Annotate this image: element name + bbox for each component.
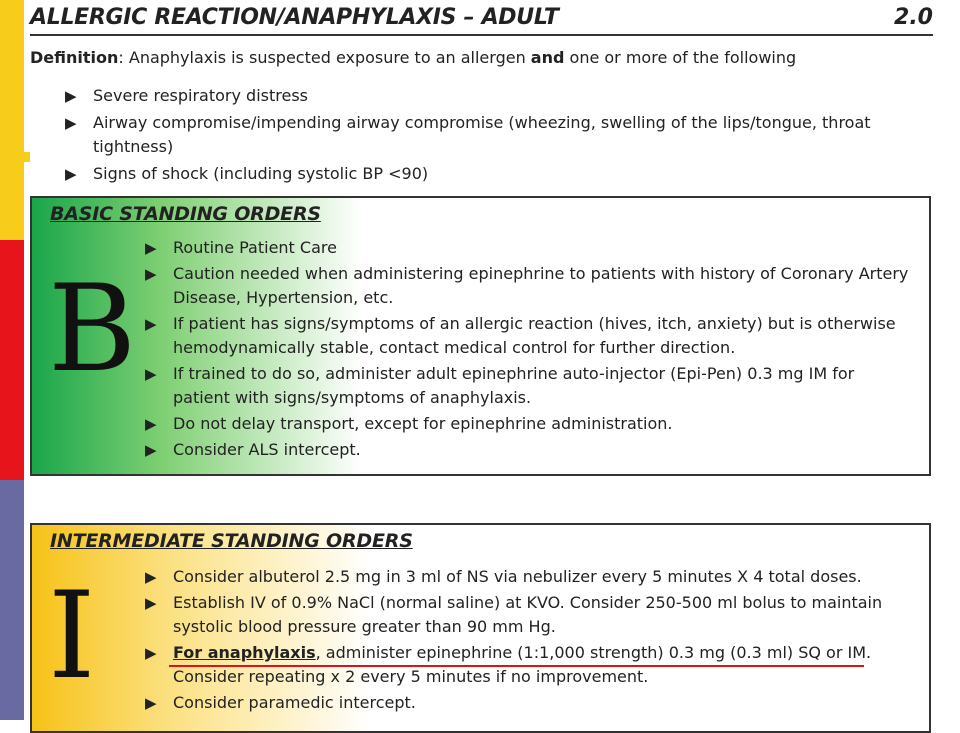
bullet-arrow-icon: ▶ — [145, 594, 157, 612]
protocol-number: 2.0 — [894, 5, 933, 30]
definition-text-before: : Anaphylaxis is suspected exposure to an allergen — [118, 48, 531, 67]
definition-text-after: one or more of the following — [564, 48, 797, 67]
list-item: ▶ Consider ALS intercept. — [142, 438, 912, 462]
list-item: ▶ Caution needed when administering epinephrine to patients with history of Coronary Artery Disease, Hypertension, etc. — [145, 264, 909, 307]
bullet-arrow-icon: ▶ — [65, 165, 77, 183]
bullet-arrow-icon: ▶ — [145, 441, 157, 459]
basic-standing-orders-box — [30, 196, 931, 476]
page-header — [30, 4, 933, 36]
list-item: ▶ Establish IV of 0.9% NaCl (normal saline) at KVO. Consider 250-500 ml bolus to maintain systolic blood pressure greater than 90 mm Hg. — [145, 593, 883, 636]
list-item: ▶ If trained to do so, administer adult epinephrine auto-injector (Epi-Pen) 0.3 mg IM for patient with signs/symptoms of anaphylaxis. — [145, 364, 855, 407]
anaphylaxis-continuation: Consider repeating x 2 every 5 minutes if no improvement. — [173, 667, 649, 686]
definition-bold-word: and — [530, 48, 565, 67]
bullet-arrow-icon: ▶ — [145, 239, 157, 257]
anaphylaxis-emphasis: For anaphylaxis — [173, 643, 316, 662]
intermediate-orders-title: INTERMEDIATE STANDING ORDERS — [50, 530, 413, 552]
page-title: ALLERGIC REACTION/ANAPHYLAXIS – ADULT — [30, 5, 559, 30]
basic-orders-list — [142, 236, 912, 464]
bullet-arrow-icon: ▶ — [145, 568, 157, 586]
bullet-arrow-icon: ▶ — [145, 694, 157, 712]
definition — [30, 48, 796, 67]
left-stripe-yellow — [0, 0, 24, 240]
definition-criteria-list — [62, 84, 922, 189]
list-item: ▶ Do not delay transport, except for epinephrine administration. — [142, 412, 912, 436]
bullet-arrow-icon: ▶ — [65, 114, 77, 132]
list-item: ▶ Consider paramedic intercept. — [142, 691, 912, 715]
bullet-arrow-icon: ▶ — [145, 315, 157, 333]
list-item: ▶ Routine Patient Care — [142, 236, 912, 260]
list-item: ▶ If patient has signs/symptoms of an allergic reaction (hives, itch, anxiety) but is otherwise hemodynamically stable, contact medical control for further direction. — [145, 314, 896, 357]
intermediate-standing-orders-box — [30, 523, 931, 733]
left-stripe-red — [0, 240, 24, 480]
left-stripe-blue — [0, 480, 24, 720]
bullet-arrow-icon: ▶ — [65, 87, 77, 105]
bullet-arrow-icon: ▶ — [145, 415, 157, 433]
anaphylaxis-text: , administer epinephrine (1:1,000 strength) 0.3 mg (0.3 ml) SQ or IM. — [315, 643, 872, 662]
basic-orders-title: BASIC STANDING ORDERS — [50, 203, 321, 225]
intermediate-orders-list — [142, 565, 912, 717]
list-item: ▶ Airway compromise/impending airway compromise (wheezing, swelling of the lips/tongue, throat tightness) — [65, 113, 871, 156]
bullet-arrow-icon: ▶ — [145, 265, 157, 283]
list-item: ▶ Signs of shock (including systolic BP <90) — [62, 162, 922, 186]
bullet-arrow-icon: ▶ — [145, 365, 157, 383]
list-item-anaphylaxis — [142, 641, 912, 689]
list-item: ▶ Consider albuterol 2.5 mg in 3 ml of NS via nebulizer every 5 minutes X 4 total doses. — [142, 565, 912, 589]
definition-label: Definition — [30, 48, 119, 67]
intermediate-level-letter: I — [48, 567, 96, 706]
basic-level-letter: B — [48, 260, 137, 399]
stripe-notch — [24, 152, 30, 162]
bullet-arrow-icon: ▶ — [145, 644, 157, 662]
list-item: ▶ Severe respiratory distress — [62, 84, 922, 108]
